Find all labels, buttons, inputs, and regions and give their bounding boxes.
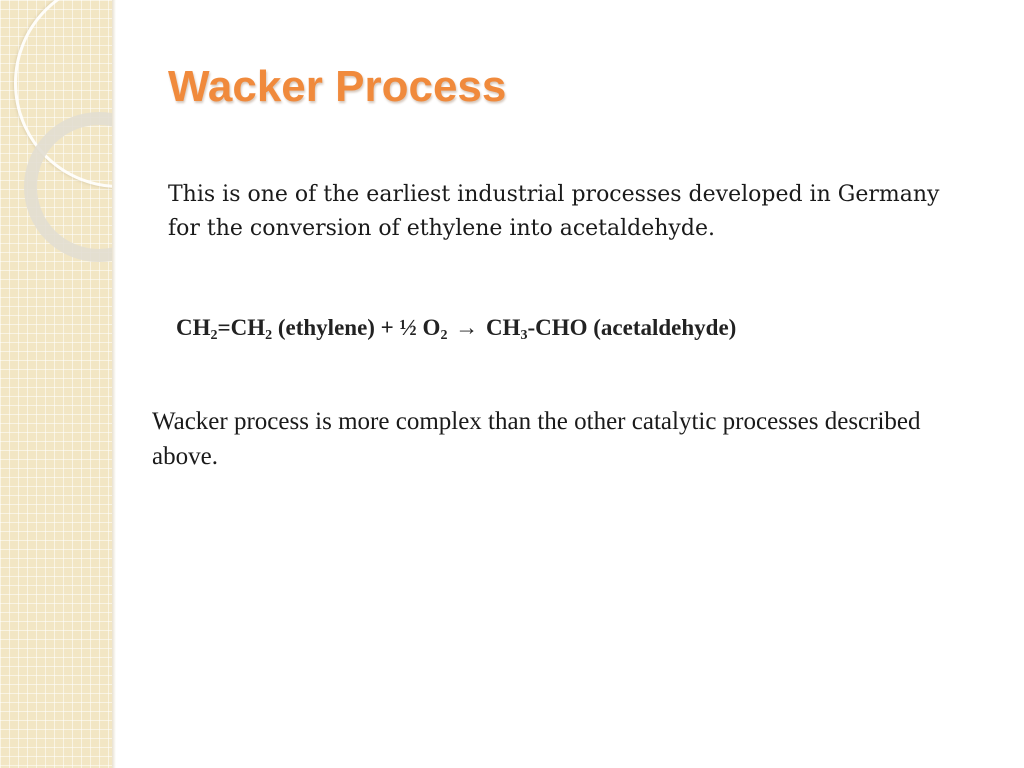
slide-title: Wacker Process: [168, 62, 507, 111]
intro-paragraph: This is one of the earliest industrial processes developed in Germany for the conversion of ethylene into acetaldehyde.: [168, 182, 940, 241]
eq-reactant-1-sub2: 2: [265, 328, 273, 343]
eq-product-sub: 3: [520, 328, 528, 343]
side-strip-edge: [112, 0, 116, 768]
reaction-equation: [176, 310, 736, 346]
eq-product-rest: -CHO (acetaldehyde): [527, 315, 737, 340]
complexity-paragraph: Wacker process is more complex than the other catalytic processes described above.: [152, 408, 921, 470]
eq-reactant-1: CH: [176, 315, 211, 340]
eq-reactant-1-eq: =CH: [217, 315, 266, 340]
eq-reactant-label: (ethylene) + ½ O: [272, 315, 441, 340]
eq-reactant-1-sub: 2: [210, 328, 218, 343]
reaction-arrow-icon: →: [455, 315, 479, 340]
eq-oxygen-sub: 2: [440, 328, 448, 343]
eq-product: CH: [480, 315, 521, 340]
decorative-side-strip: [0, 0, 112, 768]
